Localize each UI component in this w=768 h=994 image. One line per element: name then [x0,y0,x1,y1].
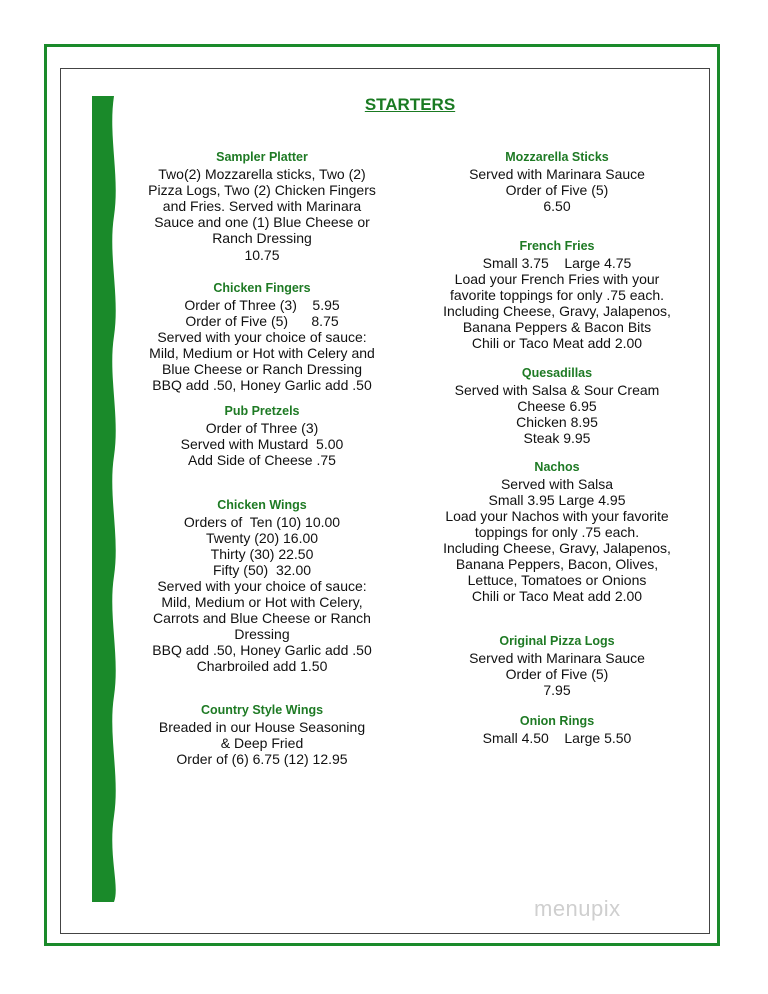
item-desc-line: Load your Nachos with your favorite [445,508,669,524]
item-name: Pub Pretzels [224,404,300,418]
menu-item-chicken-wings [128,498,396,674]
item-desc-line: Mild, Medium or Hot with Celery, [161,594,363,610]
item-desc-line: Add Side of Cheese .75 [188,452,336,468]
item-name: Country Style Wings [200,703,324,717]
item-desc-line: Served with Mustard 5.00 [180,436,344,452]
item-name: Nachos [534,460,580,474]
item-desc-line: BBQ add .50, Honey Garlic add .50 [152,377,372,393]
item-name: Chicken Fingers [213,281,311,295]
menu-item-mozzarella-sticks [418,150,696,214]
item-desc-line: Including Cheese, Gravy, Jalapenos, [443,540,671,556]
item-desc-line: Order of Five (5) [505,182,609,198]
watermark-logo: menupix [534,896,621,921]
item-desc-line: Thirty (30) 22.50 [210,546,314,562]
item-desc-line: Banana Peppers & Bacon Bits [462,319,652,335]
item-desc-line: Two(2) Mozzarella sticks, Two (2) [158,166,366,182]
menu-item-nachos [418,460,696,604]
item-price: 7.95 [543,682,571,698]
item-desc-line: toppings for only .75 each. [474,524,640,540]
item-desc-line: Banana Peppers, Bacon, Olives, [455,556,659,572]
item-desc-line: Load your French Fries with your [454,271,660,287]
item-name: French Fries [519,239,595,253]
menu-item-pub-pretzels [128,404,396,468]
item-desc-line: Pizza Logs, Two (2) Chicken Fingers [148,182,376,198]
menu-item-onion-rings [418,714,696,746]
item-desc-line: Breaded in our House Seasoning [158,719,366,735]
item-desc-line: Order of Three (3) 5.95 [184,297,340,313]
item-desc-line: Served with Salsa [500,476,614,492]
item-desc-line: Carrots and Blue Cheese or Ranch [153,610,371,626]
item-desc-line: Fifty (50) 32.00 [212,562,312,578]
item-desc-line: Small 3.75 Large 4.75 [482,255,632,271]
item-desc-line: Charbroiled add 1.50 [196,658,328,674]
item-desc-line: Order of (6) 6.75 (12) 12.95 [176,751,348,767]
item-name: Chicken Wings [217,498,307,512]
item-desc-line: Served with Marinara Sauce [469,166,645,182]
item-name: Quesadillas [521,366,593,380]
item-desc-line: Including Cheese, Gravy, Jalapenos, [443,303,671,319]
item-desc-line: Ranch Dressing [212,230,312,246]
item-desc-line: and Fries. Served with Marinara [162,198,362,214]
item-desc-line: & Deep Fried [220,735,304,751]
menu-item-quesadillas [418,366,696,446]
item-desc-line: Mild, Medium or Hot with Celery and [149,345,375,361]
item-desc-line: favorite toppings for only .75 each. [449,287,665,303]
item-desc-line: Twenty (20) 16.00 [205,530,319,546]
item-name: Mozzarella Sticks [505,150,609,164]
item-desc-line: Steak 9.95 [523,430,591,446]
item-name: Original Pizza Logs [499,634,615,648]
item-desc-line: Served with your choice of sauce: [157,578,367,594]
menu-item-french-fries [418,239,696,351]
item-price: 10.75 [244,247,280,263]
item-desc-line: Chicken 8.95 [516,414,598,430]
item-name: Sampler Platter [216,150,308,164]
item-desc-line: Blue Cheese or Ranch Dressing [162,361,362,377]
menu-item-country-style-wings [128,703,396,767]
decorative-green-bar [86,96,122,902]
item-desc-line: Sauce and one (1) Blue Cheese or [154,214,370,230]
menu-item-chicken-fingers [128,281,396,393]
item-desc-line: Order of Five (5) 8.75 [185,313,339,329]
menu-item-sampler-platter [128,150,396,263]
item-desc-line: Lettuce, Tomatoes or Onions [467,572,647,588]
item-desc-line: Served with Marinara Sauce [469,650,645,666]
item-price: 6.50 [543,198,571,214]
item-desc-line: Cheese 6.95 [517,398,597,414]
item-desc-line: Order of Five (5) [505,666,609,682]
item-desc-line: Small 4.50 Large 5.50 [482,730,632,746]
item-desc-line: Served with Salsa & Sour Cream [454,382,660,398]
item-desc-line: BBQ add .50, Honey Garlic add .50 [152,642,372,658]
menu-item-original-pizza-logs [418,634,696,698]
page-title: STARTERS [364,95,456,114]
item-name: Onion Rings [519,714,595,728]
item-desc-line: Small 3.95 Large 4.95 [488,492,626,508]
item-desc-line: Chili or Taco Meat add 2.00 [471,335,643,351]
item-desc-line: Order of Three (3) [205,420,319,436]
item-desc-line: Dressing [234,626,290,642]
item-desc-line: Orders of Ten (10) 10.00 [183,514,341,530]
item-desc-line: Chili or Taco Meat add 2.00 [471,588,643,604]
item-desc-line: Served with your choice of sauce: [157,329,367,345]
